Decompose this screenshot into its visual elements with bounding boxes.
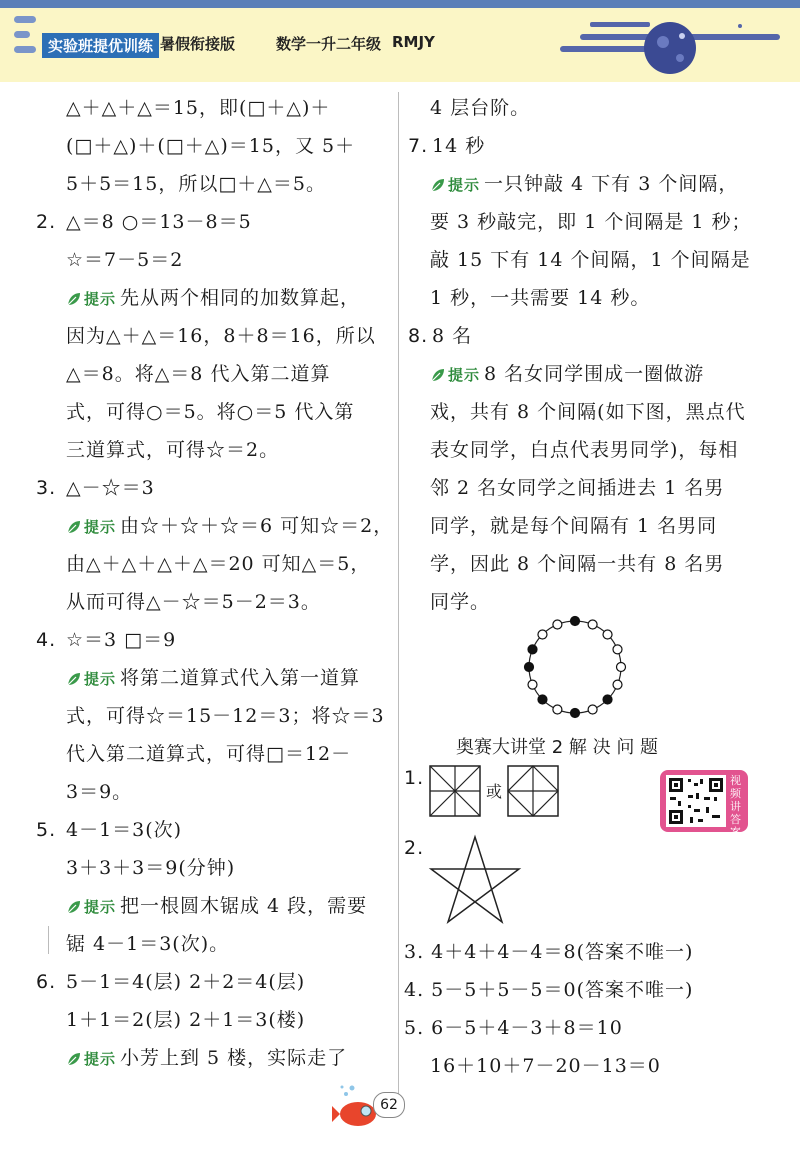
boy-dot [617,663,626,672]
answer-line: 8 名 [432,325,473,347]
hint-line: 表女同学，白点代表男同学)，每相 [430,439,739,461]
question-number: 7. [408,135,429,157]
question-number: 2. [36,211,57,233]
answer-line: ☆＝3 □＝9 [66,629,177,651]
boy-dot [588,705,597,714]
hint-label: 提示 [84,518,117,536]
leaf-icon [66,517,82,541]
column-divider [398,92,399,1102]
girl-dot [603,695,612,704]
circle-of-students-diagram [520,612,630,722]
answer-line: 4 层台阶。 [430,97,531,119]
hint-line: 敲 15 下有 14 个间隔，1 个间隔是 [430,249,751,271]
hint-line: 戏，共有 8 个间隔(如下图，黑点代 [430,401,746,423]
answer-line: 3. 4＋4＋4－4＝8(答案不唯一) [404,941,694,963]
hint-line [66,894,367,921]
hint-label: 提示 [448,176,481,194]
answer-line: 3＋3＋3＝9(分钟) [66,857,236,879]
boy-dot [613,645,622,654]
square-division-figure-b [506,764,560,818]
hint-line [66,1046,347,1073]
book-grade: 数学一升二年级 [276,35,382,53]
boy-dot [538,630,547,639]
hint-line: 因为△＋△＝16，8＋8＝16，所以 [66,325,376,347]
section-title: 奥赛大讲堂 2 解 决 问 题 [456,737,659,758]
answer-line: 14 秒 [432,135,486,157]
hint-line [66,514,393,541]
hint-text: 由☆＋☆＋☆＝6 可知☆＝2， [120,515,394,537]
hint-label: 提示 [84,1050,117,1068]
or-label: 或 [486,782,504,801]
hint-label: 提示 [84,898,117,916]
answer-line: △－☆＝3 [66,477,155,499]
hint-line: 三道算式，可得☆＝2。 [66,439,280,461]
hint-line: 式，可得☆＝15－12＝3；将☆＝3 [66,705,385,727]
answer-line: 1＋1＝2(层) 2＋1＝3(楼) [66,1009,306,1031]
hint-line: 锯 4－1＝3(次)。 [66,933,230,955]
girl-dot [571,709,580,718]
hint-text: 先从两个相同的加数算起， [120,287,361,309]
girl-dot [525,663,534,672]
answer-line: (□＋△)＋(□＋△)＝15，又 5＋ [66,135,356,157]
hint-line [66,666,360,693]
margin-mark [48,926,49,954]
hint-line: 由△＋△＋△＋△＝20 可知△＝5， [66,553,371,575]
girl-dot [538,695,547,704]
book-publisher: RMJY [392,33,435,51]
hint-label: 提示 [84,290,117,308]
hint-text: 将第二道算式代入第一道算 [120,667,361,689]
leaf-icon [66,897,82,921]
five-pointed-star-figure [428,834,522,926]
question-number: 5. [36,819,57,841]
girl-dot [571,617,580,626]
book-edition: 暑假衔接版 [160,35,236,53]
boy-dot [603,630,612,639]
page-number: 62 [373,1092,405,1118]
question-number: 4. [36,629,57,651]
qr-code-icon [666,775,726,827]
video-answer-qr-badge[interactable] [660,770,748,839]
answer-line: 5. 6－5＋4－3＋8＝10 [404,1017,623,1039]
question-number: 8. [408,325,429,347]
hint-text: 把一根圆木锯成 4 段，需要 [120,895,368,917]
header-stripes [14,16,36,61]
hint-text: 8 名女同学围成一圈做游 [484,363,705,385]
boy-dot [613,680,622,689]
question-number: 3. [36,477,57,499]
hint-line [430,172,738,199]
hint-line: 3＝9。 [66,781,133,803]
hint-line: 邻 2 名女同学之间插进去 1 名男 [430,477,725,499]
question-number: 1. [404,767,425,789]
leaf-icon [430,365,446,389]
hint-line [430,362,704,389]
hint-text: 一只钟敲 4 下有 3 个间隔， [484,173,739,195]
leaf-icon [66,1049,82,1073]
answer-line: △＋△＋△＝15，即(□＋△)＋ [66,97,331,119]
girl-dot [528,645,537,654]
qr-caption: 视频讲答案 [730,774,741,839]
hint-text: 小芳上到 5 楼，实际走了 [120,1047,348,1069]
leaf-icon [430,175,446,199]
answer-line: 5－1＝4(层) 2＋2＝4(层) [66,971,306,993]
boy-dot [553,705,562,714]
hint-line: 1 秒，一共需要 14 秒。 [430,287,651,309]
hint-line: 代入第二道算式，可得□＝12－ [66,743,352,765]
boy-dot [588,620,597,629]
answer-line: 4－1＝3(次) [66,819,183,841]
question-number: 2. [404,837,425,859]
question-number: 6. [36,971,57,993]
hint-line [66,286,360,313]
answer-line: △＝8 ○＝13－8＝5 [66,211,252,233]
page-header [0,0,800,82]
planet-decoration [560,6,780,78]
boy-dot [553,620,562,629]
hint-label: 提示 [448,366,481,384]
hint-line: 要 3 秒敲完，即 1 个间隔是 1 秒； [430,211,752,233]
hint-line: 从而可得△－☆＝5－2＝3。 [66,591,321,613]
hint-label: 提示 [84,670,117,688]
hint-line: 学，因此 8 个间隔一共有 8 名男 [430,553,725,575]
answer-line: 5＋5＝15，所以□＋△＝5。 [66,173,327,195]
answer-line: ☆＝7－5＝2 [66,249,184,271]
hint-line: △＝8。将△＝8 代入第二道算 [66,363,331,385]
answer-line: 4. 5－5＋5－5＝0(答案不唯一) [404,979,694,1001]
boy-dot [528,680,537,689]
hint-line: 同学。 [430,591,491,613]
square-division-figure-a [428,764,482,818]
hint-line: 式，可得○＝5。将○＝5 代入第 [66,401,355,423]
answer-line: 16＋10＋7－20－13＝0 [430,1055,661,1077]
leaf-icon [66,669,82,693]
leaf-icon [66,289,82,313]
hint-line: 同学，就是每个间隔有 1 名男同 [430,515,718,537]
book-brand: 实验班提优训练 [42,33,159,58]
